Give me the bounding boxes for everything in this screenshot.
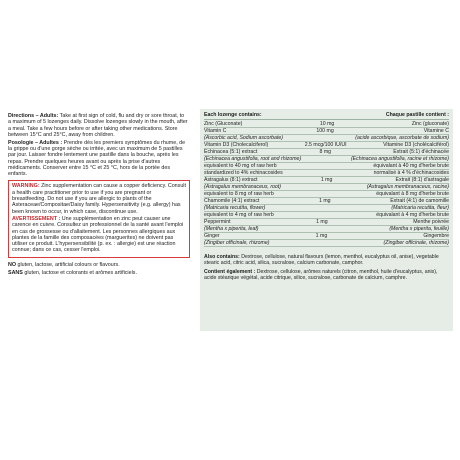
ingredient-row	[204, 212, 449, 219]
ingredient-amount: 1 mg	[315, 233, 328, 239]
ingredient-fr: (Echinacea angustifolia, racine et rhizome)	[350, 156, 449, 162]
directions-en: Directions – Adults: Take at first sign of cold, flu and dry or sore throat, to a maximum of 5 lozenges daily. Dissolve lozenges slowly in the mouth, after a meal. Take a few hours before or after taking other medications. Store between 15°C and 25°C, away from children.	[8, 113, 188, 138]
ingredient-en: Astragalus (8:1) extract	[204, 177, 258, 183]
ingredient-fr: (Zingiber officinale, rhizome)	[383, 240, 449, 246]
warning-en: WARNING: Zinc supplementation can cause a copper deficiency. Consult a health care practitioner prior to use if you are pregnant or breastfeeding. Do not use if you are allergic to plants of the Asteraceae/Compositae/Daisy family. Hypersensitivity (e.g. allergy) has been known to occur, in which case, discontinue use.	[12, 183, 186, 215]
ingredient-en: Chamomile (4:1) extract	[204, 198, 260, 204]
ingredient-fr: (acide ascorbique, ascorbate de sodium)	[355, 135, 449, 141]
ingredient-amount	[277, 163, 374, 169]
ingredient-row	[204, 163, 449, 170]
ingredient-amount	[283, 135, 355, 141]
ingredient-amount: 8 mg	[319, 149, 332, 155]
ingredient-row	[204, 226, 449, 233]
ingredient-row	[204, 198, 449, 205]
ingredient-en: equivalent to 4 mg of raw herb	[204, 212, 274, 218]
ingredient-en: Peppermint	[204, 219, 231, 225]
ingredient-amount	[283, 170, 374, 176]
ingredient-row	[204, 128, 449, 135]
ingredient-amount: 1 mg	[319, 198, 331, 204]
ingredient-fr: Vitamine D3 (cholécalciférol)	[383, 142, 449, 148]
ingredient-fr: Extrait (8:1) d'astragale	[395, 177, 449, 183]
ingredient-row	[204, 177, 449, 184]
ingredients-header: Each lozenge contains: Chaque pastille contient :	[204, 112, 449, 118]
ingredient-amount	[269, 240, 383, 246]
ingredient-fr: équivalant à 40 mg d'herbe brute	[373, 163, 449, 169]
ingredient-row	[204, 149, 449, 156]
ingredient-amount	[281, 184, 367, 190]
ingredient-row	[204, 135, 449, 142]
ingredient-fr: Gingembre	[423, 233, 449, 239]
ingredient-amount	[301, 156, 351, 162]
ingredient-en: Ginger	[204, 233, 220, 239]
ingredient-row	[204, 121, 449, 128]
ingredient-amount	[274, 191, 376, 197]
ingredient-fr: équivalant à 4 mg d'herbe brute	[376, 212, 449, 218]
ingredient-fr: Vitamine C	[423, 128, 449, 134]
ingredient-amount: 2.5 mcg/100 IU/UI	[304, 142, 347, 148]
ingredient-row	[204, 205, 449, 212]
ingredient-row	[204, 156, 449, 163]
ingredient-en: (Echinacea angustifolia, root and rhizome)	[204, 156, 302, 162]
ingredient-amount: 100 mg	[316, 128, 334, 134]
ingredient-en: (Matricaria recutita, flower)	[204, 205, 266, 211]
ingredient-fr: Zinc (gluconate)	[411, 121, 449, 127]
ingredient-row	[204, 191, 449, 198]
free-from-statement: NO gluten, lactose, artificial colours or flavours. SANS gluten, lactose et colorants et arômes artificiels.	[8, 261, 137, 276]
warning-box	[8, 180, 190, 257]
ingredient-row	[204, 142, 449, 149]
ingredient-row	[204, 240, 449, 247]
ingredient-fr: équivalant à 8 mg d'herbe brute	[376, 191, 449, 197]
ingredient-fr: (Astragalus membranaceus, racine)	[366, 184, 449, 190]
ingredient-amount	[265, 205, 391, 211]
ingredient-fr: normalisé à 4 % d'échinacosides	[373, 170, 449, 176]
ingredient-row	[204, 170, 449, 177]
ingredient-en: standardized to 4% echinacosides	[204, 170, 283, 176]
ingredients-table	[204, 121, 449, 247]
ingredient-amount	[274, 212, 376, 218]
ingredient-en: (Ascorbic acid, Sodium ascorbate)	[204, 135, 283, 141]
ingredient-amount: 1 mg	[320, 177, 333, 183]
ingredient-en: Vitamin D3 (Cholecalciferol)	[204, 142, 269, 148]
directions-column	[8, 113, 188, 277]
ingredient-en: (Mentha x piperita, leaf)	[204, 226, 259, 232]
ingredient-row	[204, 219, 449, 226]
ingredient-en: (Zingiber officinale, rhizome)	[204, 240, 270, 246]
ingredient-en: equivalent to 40 mg of raw herb	[204, 163, 277, 169]
ingredient-en: (Astragalus membranaceus, root)	[204, 184, 281, 190]
ingredient-en: equivalent to 8 mg of raw herb	[204, 191, 274, 197]
ingredient-amount	[259, 226, 390, 232]
ingredient-amount: 10 mg	[319, 121, 335, 127]
ingredient-row	[204, 233, 449, 240]
warning-fr: AVERTISSEMENT : Une supplémentation en zinc peut causer une carence en cuivre. Consultez un professionnel de la santé avant l'emploi en cas de grossesse ou d'allaitement. Les personnes allergiques aux plantes de la famille des composacées (marguerites) ne doivent pas utiliser ce produit. L'hypersensibilité (p. ex. : allergie) est une réaction connue; dans ce cas, cesser l'emploi.	[12, 215, 184, 254]
ingredient-fr: (Mentha x piperita, feuille)	[389, 226, 449, 232]
ingredient-row	[204, 184, 449, 191]
ingredient-fr: Extrait (5:1) d'échinacée	[393, 149, 449, 155]
ingredient-amount: 1 mg	[316, 219, 328, 225]
ingredient-fr: Menthe poivrée	[413, 219, 449, 225]
ingredients-panel	[200, 109, 453, 331]
also-contains: Also contains: Dextrose, cellulose, natural flavours (lemon, menthol, eucalyptus oil, anise), vegetable stearic acid, citric acid, silica, sucralose, calcium carbonate, camphor. Contient également : Dextrose, cellulose, arômes naturels (citron, menthol, huile d'eucalyptus, anis), acide stéarique végétal, acide citrique, silice, sucralose, carbonate de calcium, camphre.	[204, 254, 439, 281]
ingredient-fr: (Matricaria recutita, fleur)	[391, 205, 449, 211]
ingredient-en: Echinacea (5:1) extract	[204, 149, 258, 155]
ingredient-en: Zinc (Gluconate)	[204, 121, 243, 127]
ingredient-en: Vitamin C	[204, 128, 227, 134]
ingredient-fr: Extrait (4:1) de camomille	[390, 198, 449, 204]
directions-fr: Posologie – Adultes : Prendre dès les premiers symptômes du rhume, de la grippe ou d'une gorge sèche ou irritée, avec un maximum de 5 pastilles par jour. Laisser fondre lentement une pastille dans la bouche, après les repas. Prendre quelques heures avant ou après la prise d'autres médicaments. Conserver entre 15 °C et 25 °C, hors de la portée des enfants.	[8, 139, 186, 178]
